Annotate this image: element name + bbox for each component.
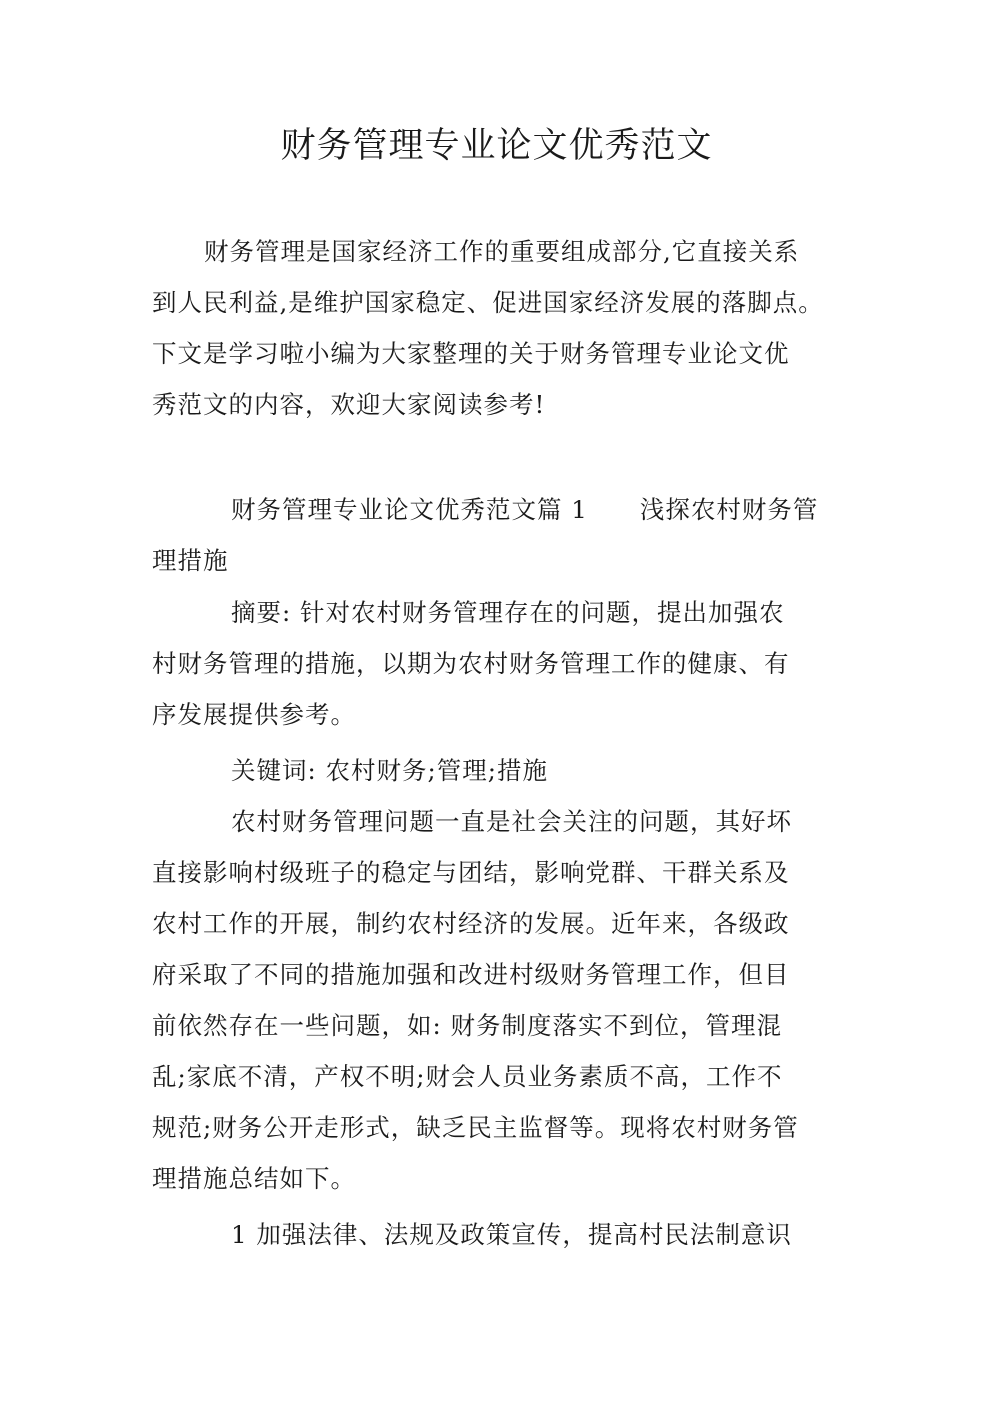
body-line-8: 理措施总结如下。 (152, 1164, 356, 1193)
section-heading (231, 490, 818, 530)
body-line-7: 规范;财务公开走形式，缺乏民主监督等。现将农村财务管 (152, 1113, 799, 1142)
body-line-3: 农村工作的开展，制约农村经济的发展。近年来，各级政 (152, 909, 790, 938)
section-heading-topic-cont: 理措施 (152, 546, 229, 575)
body-line-1: 农村财务管理问题一直是社会关注的问题，其好坏 (231, 807, 792, 836)
section-heading-topic: 浅探农村财务管 (639, 495, 819, 524)
abstract-line-1: 摘要: 针对农村财务管理存在的问题，提出加强农 (231, 598, 785, 627)
document-title: 财务管理专业论文优秀范文 (280, 126, 713, 166)
subheading-1: 1 加强法律、法规及政策宣传，提高村民法制意识 (231, 1220, 792, 1249)
abstract-line-3: 序发展提供参考。 (152, 700, 356, 729)
body-line-6: 乱;家底不清，产权不明;财会人员业务素质不高，工作不 (152, 1062, 783, 1091)
intro-line-3: 下文是学习啦小编为大家整理的关于财务管理专业论文优 (152, 339, 790, 368)
body-line-4: 府采取了不同的措施加强和改进村级财务管理工作，但目 (152, 960, 790, 989)
intro-line-4: 秀范文的内容，欢迎大家阅读参考! (152, 390, 546, 419)
intro-line-1: 财务管理是国家经济工作的重要组成部分,它直接关系 (204, 237, 800, 266)
section-heading-label: 财务管理专业论文优秀范文篇 1 (231, 495, 588, 524)
intro-line-2: 到人民利益,是维护国家稳定、促进国家经济发展的落脚点。 (152, 288, 824, 317)
keywords-line: 关键词: 农村财务;管理;措施 (231, 756, 549, 785)
body-line-5: 前依然存在一些问题，如: 财务制度落实不到位，管理混 (152, 1011, 783, 1040)
body-line-2: 直接影响村级班子的稳定与团结，影响党群、干群关系及 (152, 858, 790, 887)
abstract-line-2: 村财务管理的措施，以期为农村财务管理工作的健康、有 (152, 649, 790, 678)
